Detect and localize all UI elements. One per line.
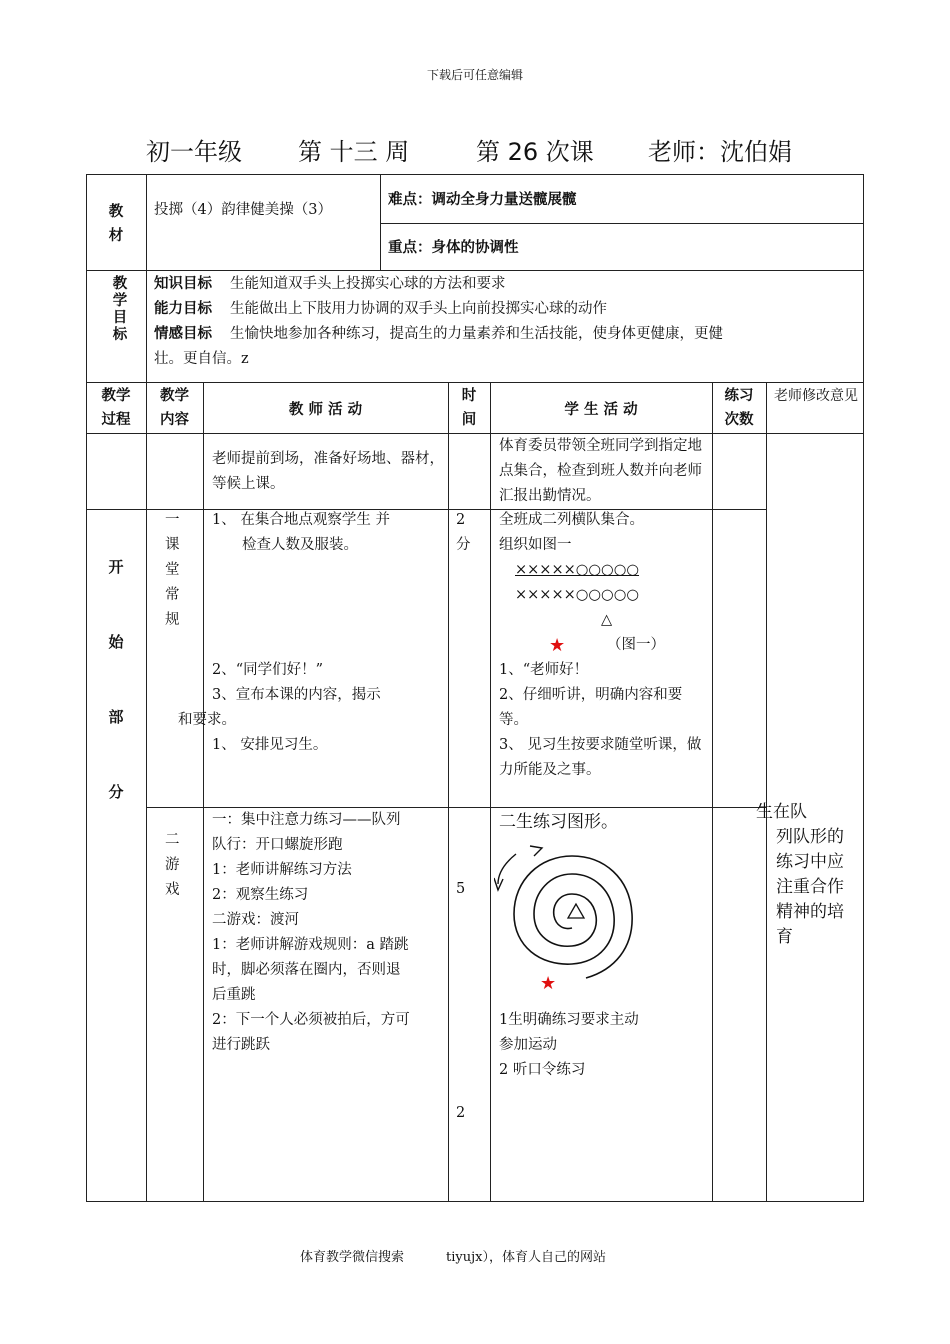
block2-content-label: 二游戏 <box>165 832 180 898</box>
col-teacher: 教 师 活 动 <box>288 402 363 418</box>
col-notes: 老师修改意见 <box>774 388 858 404</box>
triangle-icon <box>568 904 584 918</box>
knowledge-text: 生能知道双手头上投掷实心球的方法和要求 <box>230 276 506 292</box>
row0-teacher: 老师提前到场，准备好场地、器材，等候上课。 <box>212 451 444 492</box>
title-grade: 初一年级 <box>146 138 242 166</box>
block2-student-title: 二生练习图形。 <box>499 812 618 832</box>
goals-content <box>154 272 854 372</box>
runner-star-icon: ★ <box>540 973 557 994</box>
block1-teacher: 1、 在集合地点观察学生 并 检查人数及服装。 <box>212 512 390 553</box>
block1-time: 2 分 <box>456 512 471 553</box>
emotion-tag: 情感目标 <box>154 326 212 342</box>
block1-content-label: 一课堂常规 <box>165 512 180 628</box>
knowledge-tag: 知识目标 <box>154 276 212 292</box>
emotion-text: 生愉快地参加各种练习，提高生的力量素养和生活技能，使身体更健康，更健 <box>230 326 723 342</box>
formation-row-2: ×××××○○○○○ <box>515 587 640 603</box>
emotion-text-cont: 壮。更自信。z <box>154 351 249 367</box>
title-week: 第 十三 周 <box>298 138 410 166</box>
block1-teacher-b: 2、“同学们好！” 3、宣布本课的内容，揭示 和要求。 1、 安排见习生。 <box>178 662 381 753</box>
formation-row-1: ×××××○○○○○ <box>515 562 640 578</box>
block2-teacher: 一：集中注意力练习——队列 队行：开口螺旋形跑 1：老师讲解练习方法 2：观察生练习 二游戏：渡河 1：老师讲解游戏规则：a 踏跳 时，脚必须落在圈内，否则退 后重跳 2：下一个人必须被拍后，方可 进行跳跃 <box>212 812 410 1053</box>
skill-text: 生能做出上下肢用力协调的双手头上向前投掷实心球的动作 <box>230 301 607 317</box>
block2-time-b: 2 <box>456 1105 466 1121</box>
col-time: 时间 <box>461 388 477 428</box>
difficulty-point: 难点：调动全身力量送髋展髋 <box>388 192 577 208</box>
spiral-run-diagram <box>494 838 644 998</box>
key-point: 重点：身体的协调性 <box>388 240 519 256</box>
block2-time-a: 5 <box>456 881 466 897</box>
col-student: 学 生 活 动 <box>564 402 638 418</box>
block1-student: 全班成二列横队集合。 组织如图一 ×××××○○○○○ ×××××○○○○○ △ ★ （图一） 1、“老师好！ 2、仔细听讲，明确内容和要等。 3、 见习生按要求随堂听课，做力所能及之事。 <box>499 508 709 783</box>
col-reps: 练习次数 <box>724 388 754 428</box>
row0-student: 体育委员带领全班同学到指定地点集合，检查到班人数并向老师汇报出勤情况。 <box>499 438 702 504</box>
block2-notes: 生在队 列队形的 练习中应 注重合作 精神的培 育 <box>756 802 844 947</box>
teacher-star-icon: ★ <box>549 635 566 656</box>
col-content: 教学内容 <box>160 388 189 428</box>
figure-caption: （图一） <box>607 637 665 653</box>
footer-left: 体育教学微信搜索 <box>300 1250 405 1265</box>
title-lesson: 第 26 次课 <box>476 138 594 166</box>
title-teacher: 老师：沈伯娟 <box>648 138 792 166</box>
triangle-marker: △ <box>601 612 613 628</box>
materials-label: 教 材 <box>108 204 124 244</box>
page-title <box>0 132 950 166</box>
top-note: 下载后可任意编辑 <box>426 68 523 82</box>
section-start-label: 开 始 部 分 <box>108 558 124 801</box>
skill-tag: 能力目标 <box>154 301 212 317</box>
block2-student: 1生明确练习要求主动 参加运动 2 听口令练习 <box>499 1012 639 1078</box>
col-process: 教学过程 <box>101 388 131 428</box>
materials-content: 投掷（4）韵律健美操（3） <box>154 202 332 218</box>
goals-label: 教学目标 <box>112 276 128 343</box>
footer-right: tiyujx），体育人自己的网站 <box>446 1250 606 1265</box>
